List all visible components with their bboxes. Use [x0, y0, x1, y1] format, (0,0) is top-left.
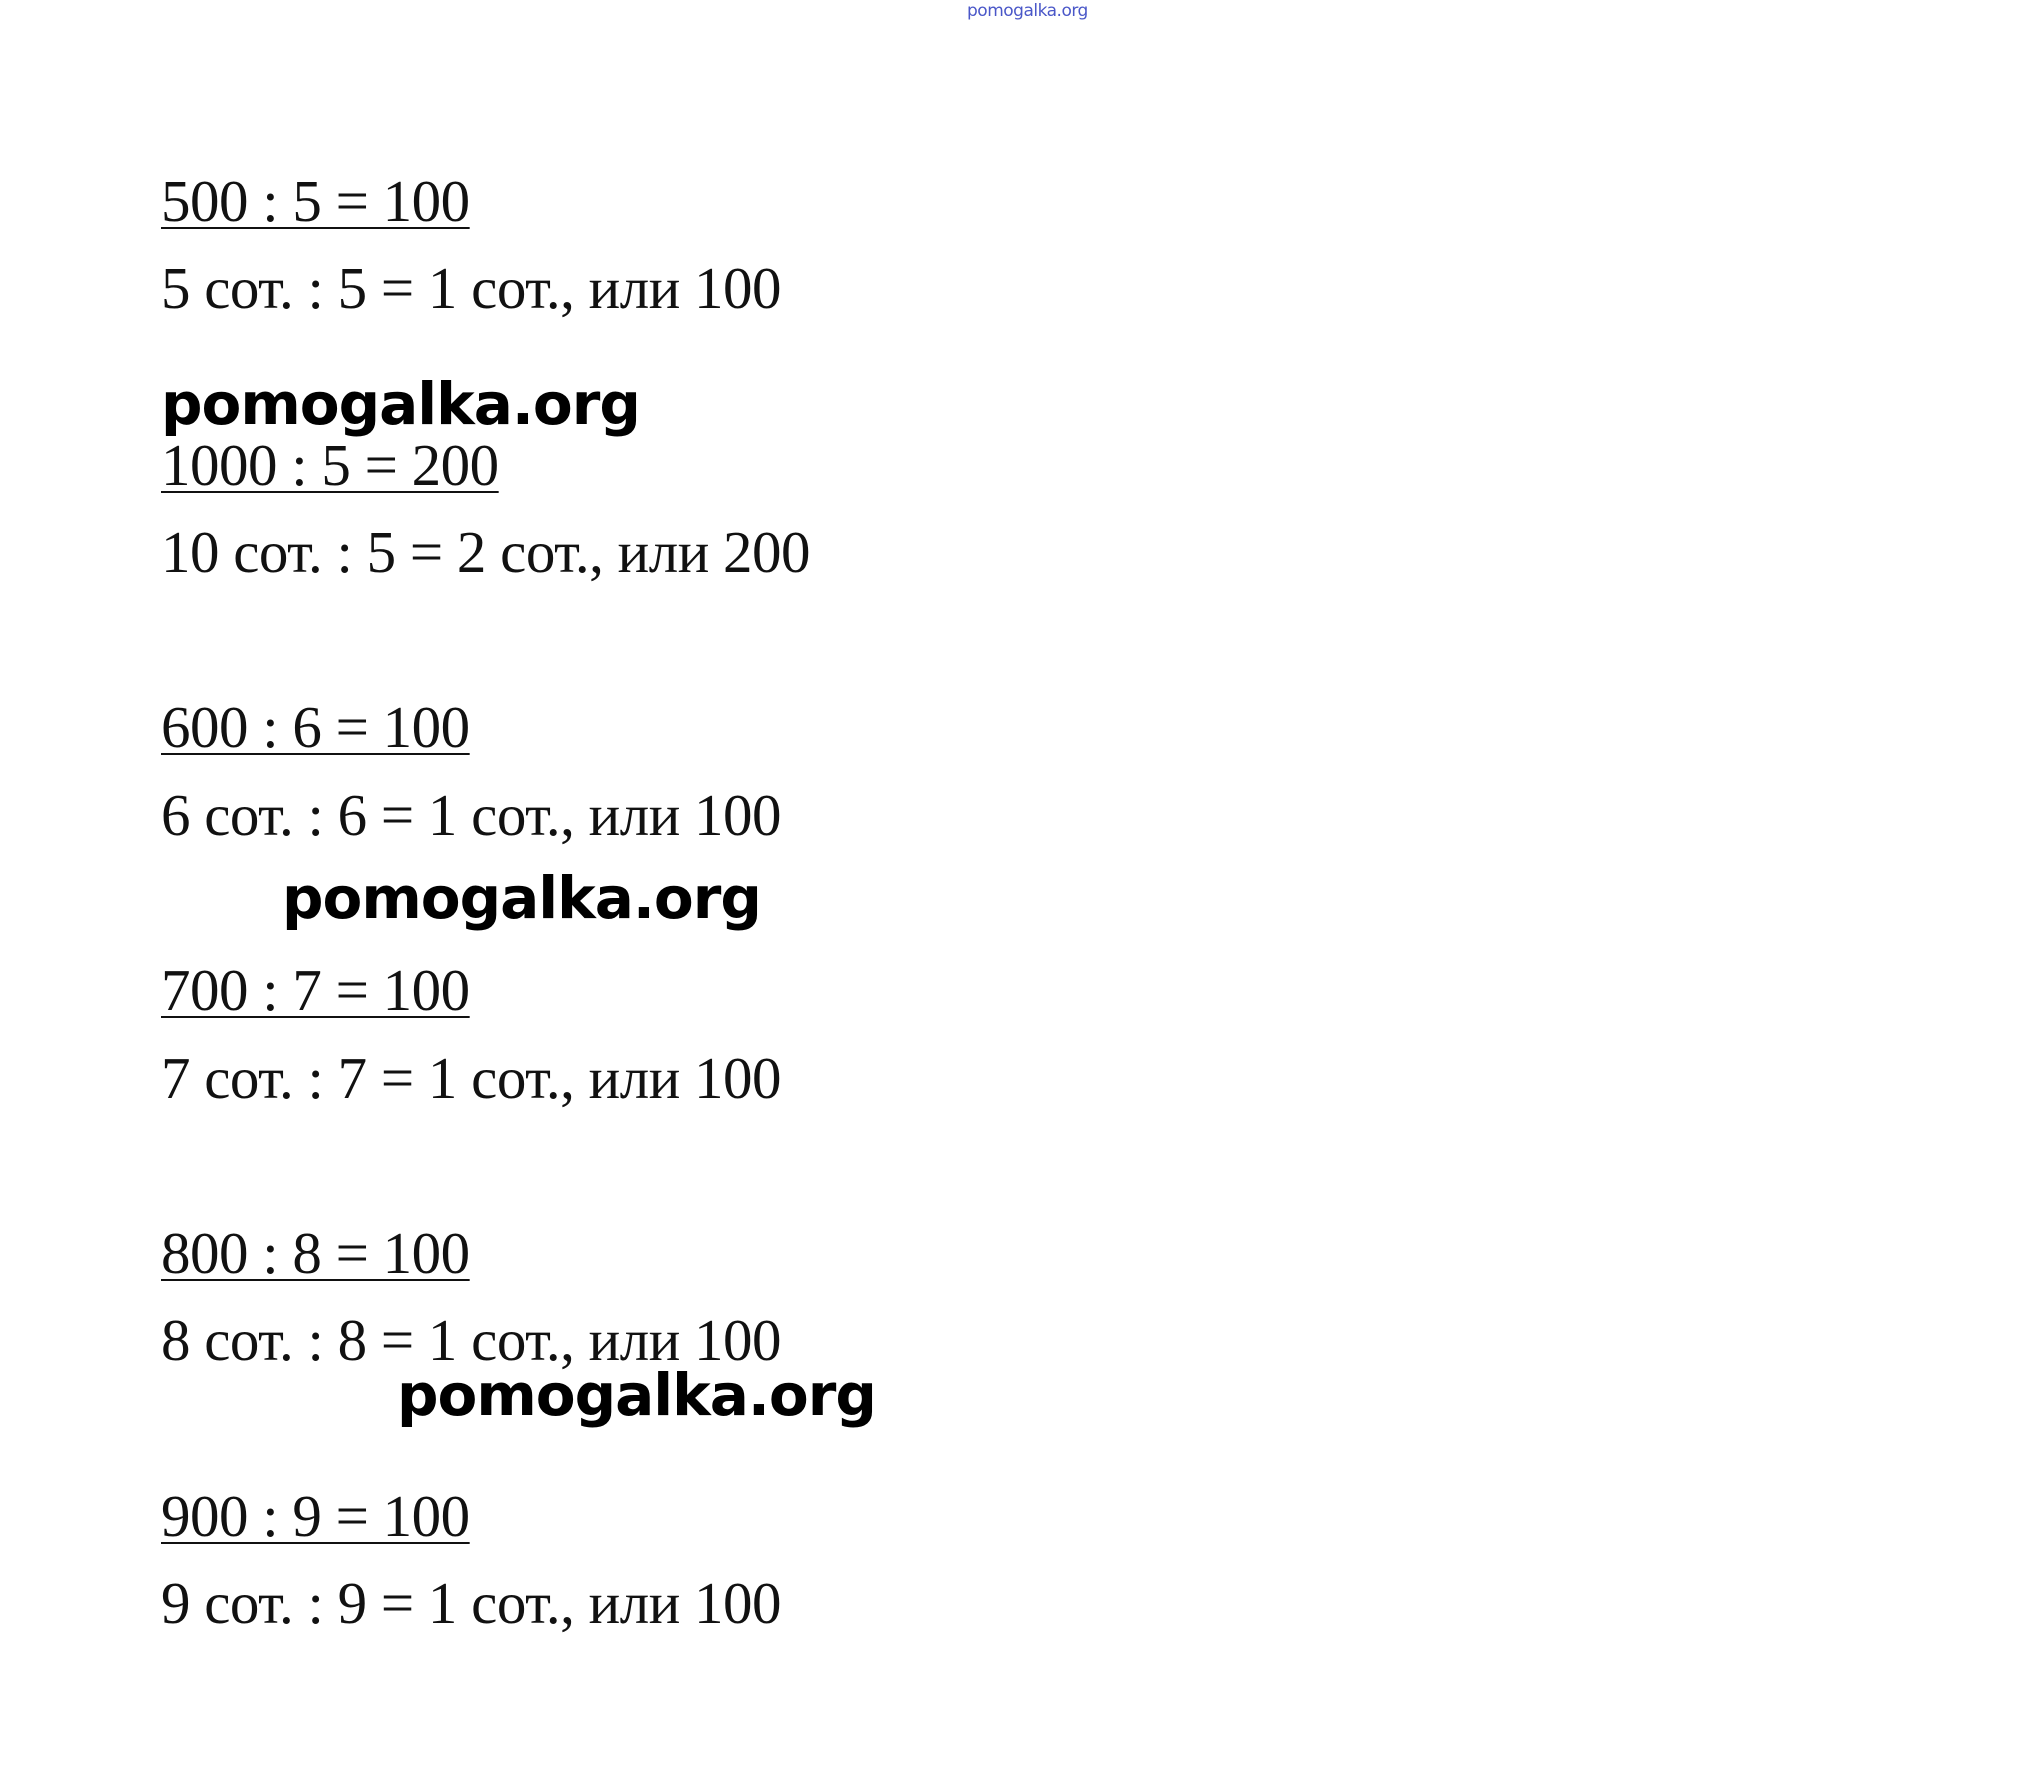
- explanation: 5 сот. : 5 = 1 сот., или 100: [161, 255, 782, 321]
- explanation: 9 сот. : 9 = 1 сот., или 100: [161, 1570, 782, 1636]
- equation: 500 : 5 = 100: [161, 168, 470, 234]
- watermark-text: pomogalka.org: [397, 1361, 876, 1429]
- equation: 600 : 6 = 100: [161, 694, 470, 760]
- explanation: 8 сот. : 8 = 1 сот., или 100: [161, 1307, 782, 1373]
- equation: 800 : 8 = 100: [161, 1220, 470, 1286]
- equation: 900 : 9 = 100: [161, 1483, 470, 1549]
- explanation: 10 сот. : 5 = 2 сот., или 200: [161, 519, 811, 585]
- watermark-text: pomogalka.org: [282, 864, 761, 932]
- site-link[interactable]: pomogalka.org: [967, 1, 1088, 21]
- explanation: 7 сот. : 7 = 1 сот., или 100: [161, 1045, 782, 1111]
- equation: 1000 : 5 = 200: [161, 432, 499, 498]
- watermark-text: pomogalka.org: [161, 370, 640, 438]
- explanation: 6 сот. : 6 = 1 сот., или 100: [161, 782, 782, 848]
- equation: 700 : 7 = 100: [161, 957, 470, 1023]
